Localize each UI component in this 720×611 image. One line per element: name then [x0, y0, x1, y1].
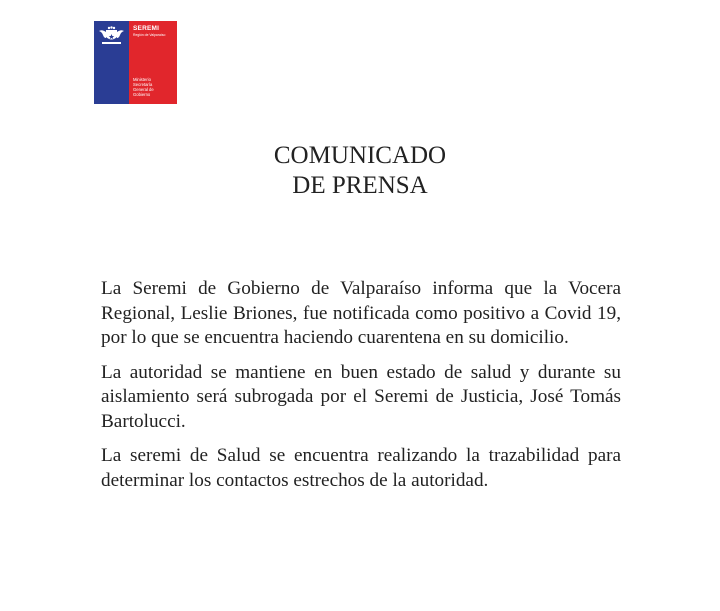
paragraph: La autoridad se mantiene en buen estado de salud y durante su aislamiento será subrogada por el Seremi de Justicia, José Tomás Bartolucci.	[101, 361, 621, 432]
logo-ministry	[133, 77, 175, 97]
seremi-logo	[94, 21, 177, 104]
title-line-2: DE PRENSA	[292, 172, 428, 199]
logo-ministry-line: Ministerio	[133, 77, 151, 82]
logo-ministry-line: Secretaría	[133, 82, 153, 87]
logo-region: Región de Valparaíso	[133, 33, 166, 37]
title-line-1: COMUNICADO	[273, 142, 447, 169]
logo-brand: SEREMI	[133, 25, 160, 32]
logo-ministry-line: Gobierno	[133, 92, 151, 97]
logo-ministry-line: General de	[133, 87, 154, 92]
paragraph: La Seremi de Gobierno de Valparaíso informa que la Vocera Regional, Leslie Briones, fue notificada como positivo a Covid 19, por lo que se encuentra haciendo cuarentena en su domicilio.	[101, 278, 621, 348]
press-release-body	[101, 277, 621, 503]
chile-coat-of-arms-icon	[97, 26, 126, 46]
page-title	[0, 141, 720, 201]
paragraph: La seremi de Salud se encuentra realizando la trazabilidad para determinar los contactos estrechos de la autoridad.	[101, 445, 621, 491]
